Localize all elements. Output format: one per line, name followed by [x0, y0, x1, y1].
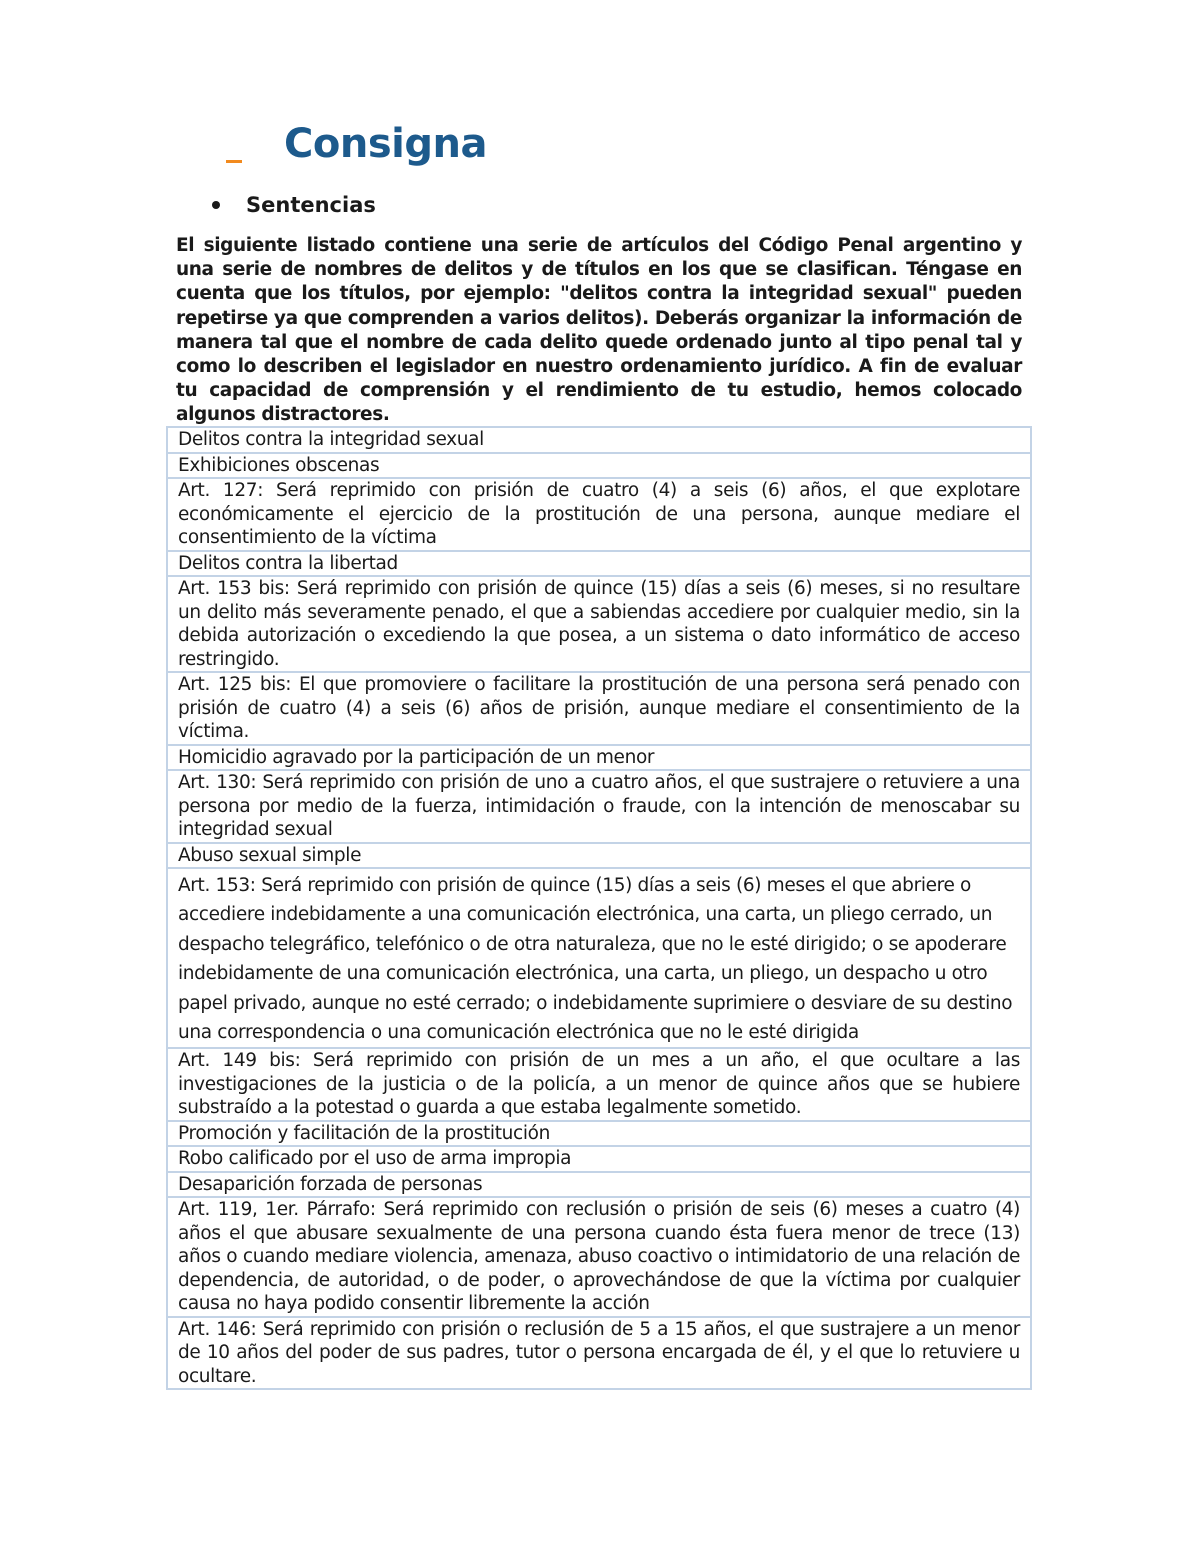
table-row: Exhibiciones obscenas [168, 454, 1030, 480]
table-row: Art. 125 bis: El que promoviere o facilitare la prostitución de una persona será penado con prisión de cuatro (4) a seis (6) años de prisión, aunque mediare el consentimiento de la víctima. [168, 673, 1030, 746]
heading-block [226, 116, 826, 176]
table-row: Delitos contra la integridad sexual [168, 428, 1030, 454]
bullet-item [212, 190, 376, 220]
bullet-dot-icon [212, 201, 220, 209]
table-row: Art. 146: Será reprimido con prisión o reclusión de 5 a 15 años, el que sustrajere a un menor de 10 años del poder de sus padres, tutor o persona encargada de él, y el que lo retuviere u ocultare. [178, 1318, 1020, 1387]
table-row: Art. 127: Será reprimido con prisión de cuatro (4) a seis (6) años, el que explotare económicamente el ejercicio de la prostitución de una persona, aunque mediare el consentimiento de la víctima [168, 479, 1030, 552]
bullet-label: Sentencias [246, 193, 376, 217]
table-row: Art. 153 bis: Será reprimido con prisión de quince (15) días a seis (6) meses, si no resultare un delito más severamente penado, el que a sabiendas accediere por cualquier medio, sin la debida autorización o excediendo la que posea, a un sistema o dato informático de acceso restringido. [168, 577, 1030, 673]
table-row: Abuso sexual simple [168, 844, 1030, 870]
table-row: Art. 153: Será reprimido con prisión de quince (15) días a seis (6) meses el que abriere o accediere indebidamente a una comunicación electrónica, una carta, un pliego cerrado, un despacho telegráfico, telefónico o de otra naturaleza, que no le esté dirigido; o se apoderare indebidamente de una comunicación electrónica, una carta, un pliego, un despacho u otro papel privado, aunque no esté cerrado; o indebidamente suprimiere o desviare de su destino una correspondencia o una comunicación electrónica que no le esté dirigida [168, 869, 1030, 1049]
instructions-paragraph: El siguiente listado contiene una serie de artículos del Código Penal argentino y una serie de nombres de delitos y de títulos en los que se clasifican. Téngase en cuenta que los títulos, por ejemplo: "delitos contra la integridad sexual" pueden repetirse ya que comprenden a varios delitos). Deberás organizar la información de manera tal que el nombre de cada delito quede ordenado junto al tipo penal tal y como lo describen el legislador en nuestro ordenamiento jurídico. A fin de evaluar tu capacidad de comprensión y el rendimiento de tu estudio, hemos colocado algunos distractores. [176, 235, 1022, 426]
table-row: Homicidio agravado por la participación de un menor [168, 746, 1030, 772]
table-row: Art. 119, 1er. Párrafo: Será reprimido con reclusión o prisión de seis (6) meses a cuatro (4) años el que abusare sexualmente de una persona cuando ésta fuera menor de trece (13) años o cuando mediare violencia, amenaza, abuso coactivo o intimidatorio de una relación de dependencia, de autoridad, o de poder, o aprovechándose de que la víctima por cualquier causa no haya podido consentir libremente la acción [168, 1198, 1030, 1318]
table-row: Delitos contra la libertad [168, 552, 1030, 578]
page-title: Consigna [284, 121, 487, 167]
items-table [166, 426, 1032, 1390]
heading-accent-dash [226, 160, 242, 163]
table-row: Promoción y facilitación de la prostitución [168, 1122, 1030, 1148]
table-row: Desaparición forzada de personas [168, 1173, 1030, 1199]
table-row: Art. 130: Será reprimido con prisión de uno a cuatro años, el que sustrajere o retuviere a una persona por medio de la fuerza, intimidación o fraude, con la intención de menoscabar su integridad sexual [168, 771, 1030, 844]
table-row: Robo calificado por el uso de arma impropia [168, 1147, 1030, 1173]
table-row: Art. 149 bis: Será reprimido con prisión de un mes a un año, el que ocultare a las investigaciones de la justicia o de la policía, a un menor de quince años que se hubiere substraído a la potestad o guarda a que estaba legalmente sometido. [168, 1049, 1030, 1122]
